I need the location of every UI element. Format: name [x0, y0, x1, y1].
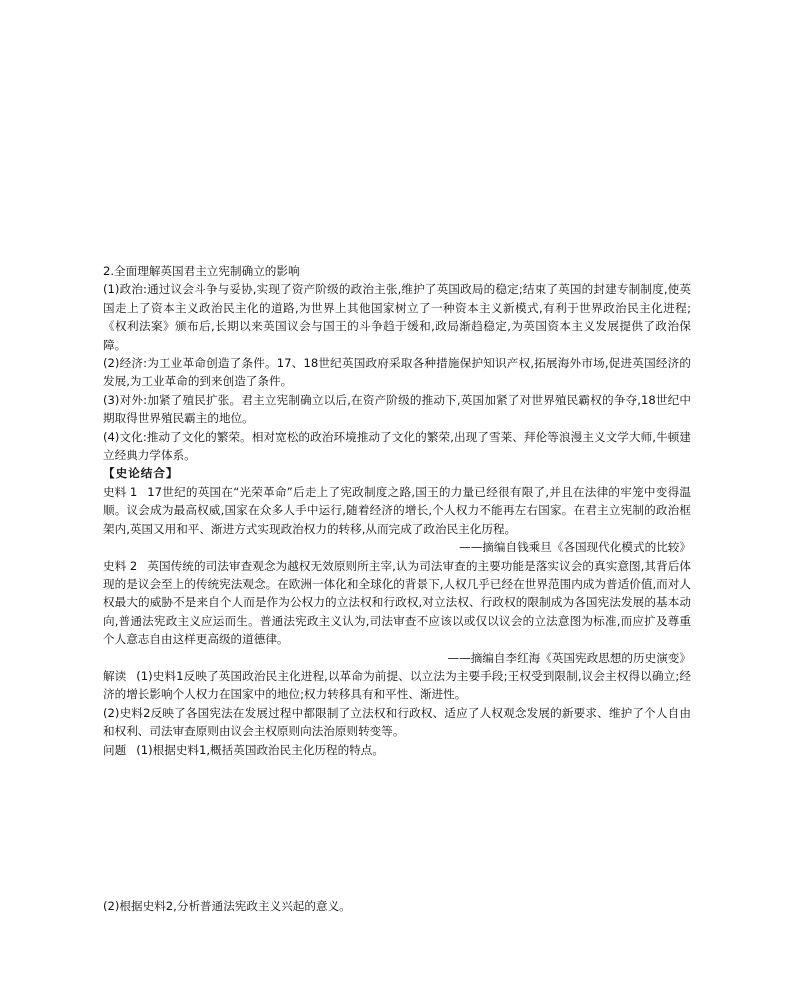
interpretation-2: (2)史料2反映了各国宪法在发展过程中都限制了立法权和行政权、适应了人权观念发展的新要求、维护了个人自由和权利、司法审查原则由议会主权原则向法治原则转变等。: [103, 705, 691, 739]
question-label: 问题: [103, 742, 127, 757]
question-1: [103, 741, 691, 759]
material-1-source: ——摘编自钱乘旦《各国现代化模式的比较》: [459, 540, 691, 555]
question-2: (2)根据史料2,分析普通法宪政主义兴起的意义。: [103, 898, 351, 913]
material-1: [103, 483, 691, 538]
answer-space: [103, 759, 691, 897]
interpretation-1-text: (1)史料1反映了英国政治民主化进程,以革命为前提、以立法为主要手段;王权受到限制,议会主权得以确立;经济的增长影响个人权力在国家中的地位;权力转移具有和平性、渐进性。: [103, 668, 691, 702]
politics-paragraph: (1)政治:通过议会斗争与妥协,实现了资产阶级的政治主张,维护了英国政局的稳定;结束了英国的封建专制制度,使英国走上了资本主义政治民主化的道路,为世界上其他国家树立了一种资本主义新模式,有利于世界政治民主化进程;《权利法案》颁布后,长期以来英国议会与国王的斗争趋于缓和,政局渐趋稳定,为英国资本主义发展提供了政治保障。: [103, 282, 691, 352]
material-1-text: 17世纪的英国在“光荣革命”后走上了宪政制度之路,国王的力量已经很有限了,并且在法律的牢笼中变得温顺。议会成为最高权威,国家在众多人手中运行,随着经济的增长,个人权力不能再左右国家。在君主立宪制的政治框架内,英国又用和平、渐进方式实现政治权力的转移,从而完成了政治民主化历程。: [103, 484, 691, 536]
interpretation-label: 解读: [103, 668, 127, 683]
material-2-label: 史料 2: [103, 558, 138, 573]
question-1-text: (1)根据史料1,概括英国政治民主化历程的特点。: [136, 742, 384, 757]
interpretation-1: [103, 667, 691, 704]
foreign-paragraph: (3)对外:加紧了殖民扩张。君主立宪制确立以后,在资产阶级的推动下,英国加紧了对世界殖民霸权的争夺,18世纪中期取得世界殖民霸主的地位。: [103, 392, 691, 426]
shilun-title: 【史论结合】: [103, 466, 179, 481]
material-2: [103, 557, 691, 649]
economy-paragraph: (2)经济:为工业革命创造了条件。17、18世纪英国政府采取各种措施保护知识产权,拓展海外市场,促进英国经济的发展,为工业革命的到来创造了条件。: [103, 356, 691, 389]
material-2-text: 英国传统的司法审查观念为越权无效原则所主宰,认为司法审查的主要功能是落实议会的真实意图,其背后体现的是议会至上的传统宪法观念。在欧洲一体化和全球化的背景下,人权几乎已经在世界范围内成为普适价值,而对人权最大的威胁不是来自个人而是作为公权力的立法权和行政权,对立法权、行政权的限制成为各国宪法发展的基本动向,普通法宪政主义应运而生。普通法宪政主义认为,司法审查不应该以或仅以议会的立法意图为标准,而应扩及尊重个人意志自由这样更高级的道德律。: [103, 558, 691, 647]
material-1-label: 史料 1: [103, 484, 138, 499]
document-body: [103, 262, 691, 915]
material-2-source: ——摘编自李红海《英国宪政思想的历史演变》: [447, 650, 691, 665]
culture-paragraph: (4)文化:推动了文化的繁荣。相对宽松的政治环境推动了文化的繁荣,出现了雪莱、拜伦等浪漫主义文学大师,牛顿建立经典力学体系。: [103, 429, 691, 463]
section-heading: 2.全面理解英国君主立宪制确立的影响: [103, 264, 300, 278]
